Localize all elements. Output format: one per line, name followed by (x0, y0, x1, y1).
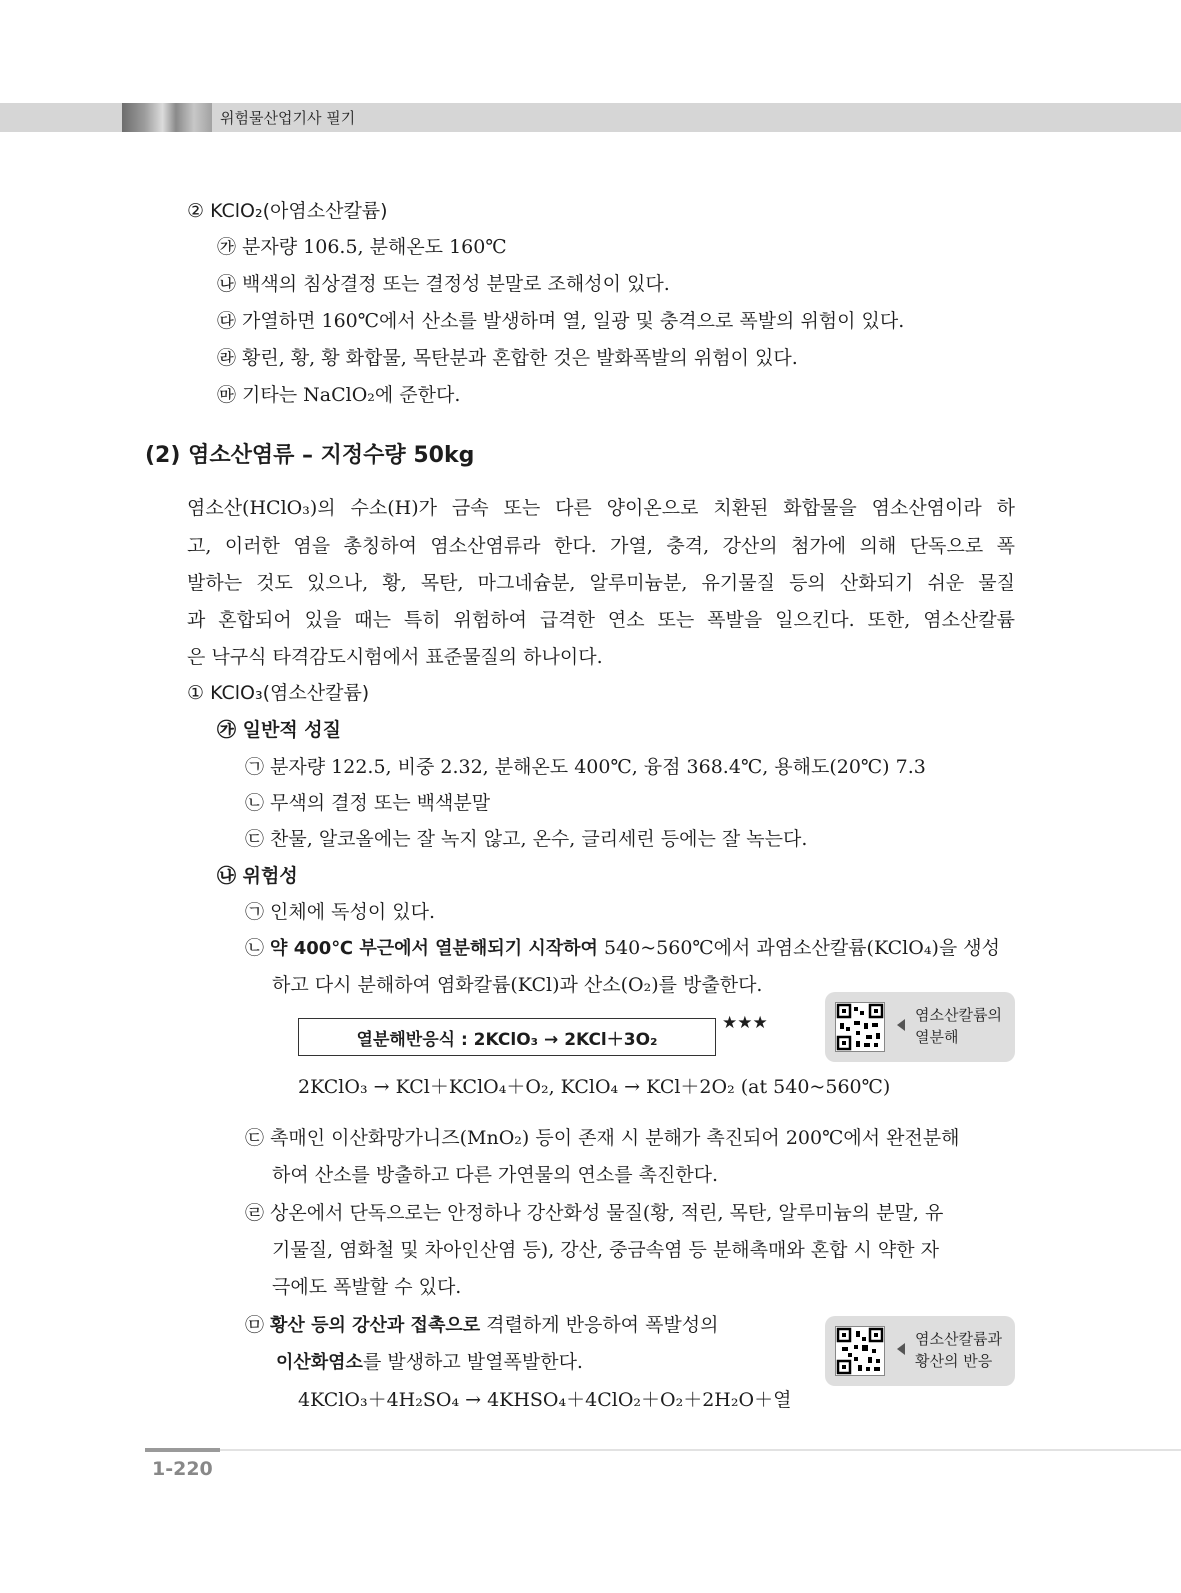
kclo2-item: ㉱ 황린, 황, 황 화합물, 목탄분과 혼합한 것은 발화폭발의 위험이 있다. (217, 347, 798, 369)
qr-panel[interactable] (825, 1316, 1015, 1386)
hazard-item-continuation: 하여 산소를 방출하고 다른 가연물의 연소를 촉진한다. (272, 1164, 719, 1186)
header-decoration-image (122, 103, 212, 132)
intro-line: 과 혼합되어 있을 때는 특히 위험하여 급격한 연소 또는 폭발을 일으킨다. 또한, 염소산칼륨 (187, 609, 1015, 631)
decomposition-formula-line: 2KClO₃ → KCl＋KClO₄＋O₂, KClO₄ → KCl＋2O₂ (at 540~560℃) (298, 1076, 891, 1098)
hazard-title: ㉯ 위험성 (217, 865, 298, 887)
qr-panel[interactable] (825, 992, 1015, 1062)
kclo2-item: ㉯ 백색의 침상결정 또는 결정성 분말로 조해성이 있다. (217, 273, 670, 295)
kclo2-item: ㉲ 기타는 NaClO₂에 준한다. (217, 384, 461, 406)
kclo2-item: ㉮ 분자량 106.5, 분해온도 160℃ (217, 236, 507, 258)
page-number: 1-220 (152, 1458, 213, 1480)
hazard-item-continuation: 이산화염소를 발생하고 발열폭발한다. (276, 1351, 583, 1373)
hazard-item-continuation: 극에도 폭발할 수 있다. (272, 1276, 462, 1298)
intro-line: 은 낙구식 타격감도시험에서 표준물질의 하나이다. (187, 646, 603, 668)
hazard-item: ㉢ 촉매인 이산화망가니즈(MnO₂) 등이 존재 시 분해가 촉진되어 200℃에서 완전분해 (245, 1127, 960, 1149)
hazard-item-emphasis: 약 400℃ 부근에서 열분해되기 시작하여 (270, 938, 598, 959)
footer-rule (145, 1449, 1181, 1451)
general-item: ㉡ 무색의 결정 또는 백색분말 (245, 792, 491, 814)
hazard-item: ㉣ 상온에서 단독으로는 안정하나 강산화성 물질(황, 적린, 목탄, 알루미늄의 분말, 유 (245, 1202, 944, 1224)
hazard-item-continuation: 기물질, 염화철 및 차아인산염 등), 강산, 중금속염 등 분해촉매와 혼합 시 약한 자 (272, 1239, 939, 1261)
qr-label: 염소산칼륨의 열분해 (915, 1006, 1002, 1046)
hazard-item-emphasis: 이산화염소 (276, 1352, 363, 1373)
qr-code-icon[interactable] (835, 1002, 885, 1052)
hazard-item-emphasis: 황산 등의 강산과 접촉으로 (270, 1315, 481, 1336)
kclo2-heading: ② KClO₂(아염소산칼륨) (187, 200, 388, 222)
qr-label: 염소산칼륨과 황산의 반응 (915, 1330, 1002, 1370)
importance-stars: ★★★ (722, 1013, 768, 1033)
general-item: ㉠ 분자량 122.5, 비중 2.32, 분해온도 400℃, 융점 368.4℃, 용해도(20℃) 7.3 (245, 756, 926, 778)
intro-line: 발하는 것도 있으나, 황, 목탄, 마그네슘분, 알루미늄분, 유기물질 등의 산화되기 쉬운 물질 (187, 572, 1015, 594)
general-properties-title: ㉮ 일반적 성질 (217, 719, 341, 741)
intro-line: 염소산(HClO₃)의 수소(H)가 금속 또는 다른 양이온으로 치환된 화합물을 염소산염이라 하 (187, 497, 1015, 519)
hazard-item-continuation: 하고 다시 분해하여 염화칼륨(KCl)과 산소(O₂)를 방출한다. (272, 974, 763, 996)
sulfuric-acid-reaction-formula: 4KClO₃＋4H₂SO₄ → 4KHSO₄＋4ClO₂＋O₂＋2H₂O＋열 (298, 1389, 792, 1411)
left-arrow-icon (897, 1343, 905, 1355)
hazard-item: ㉠ 인체에 독성이 있다. (245, 901, 435, 923)
kclo2-item: ㉰ 가열하면 160℃에서 산소를 발생하며 열, 일광 및 충격으로 폭발의 위험이 있다. (217, 310, 905, 332)
footer-accent (145, 1448, 220, 1452)
qr-code-icon[interactable] (835, 1326, 885, 1376)
intro-line: 고, 이러한 염을 총칭하여 염소산염류라 한다. 가열, 충격, 강산의 첨가에 의해 단독으로 폭 (187, 535, 1015, 557)
general-item: ㉢ 찬물, 알코올에는 잘 녹지 않고, 온수, 글리세린 등에는 잘 녹는다. (245, 828, 808, 850)
section-title: (2) 염소산염류 – 지정수량 50kg (145, 443, 475, 468)
left-arrow-icon (897, 1019, 905, 1031)
running-header-title: 위험물산업기사 필기 (220, 109, 356, 127)
hazard-item: ㉡ 약 400℃ 부근에서 열분해되기 시작하여 540~560℃에서 과염소산칼륨(KClO₄)을 생성 (245, 937, 1000, 959)
kclo3-heading: ① KClO₃(염소산칼륨) (187, 682, 370, 704)
hazard-item: ㉤ 황산 등의 강산과 접촉으로 격렬하게 반응하여 폭발성의 (245, 1314, 719, 1336)
decomposition-formula-box: 열분해반응식 : 2KClO₃ → 2KCl＋3O₂ (298, 1018, 716, 1056)
